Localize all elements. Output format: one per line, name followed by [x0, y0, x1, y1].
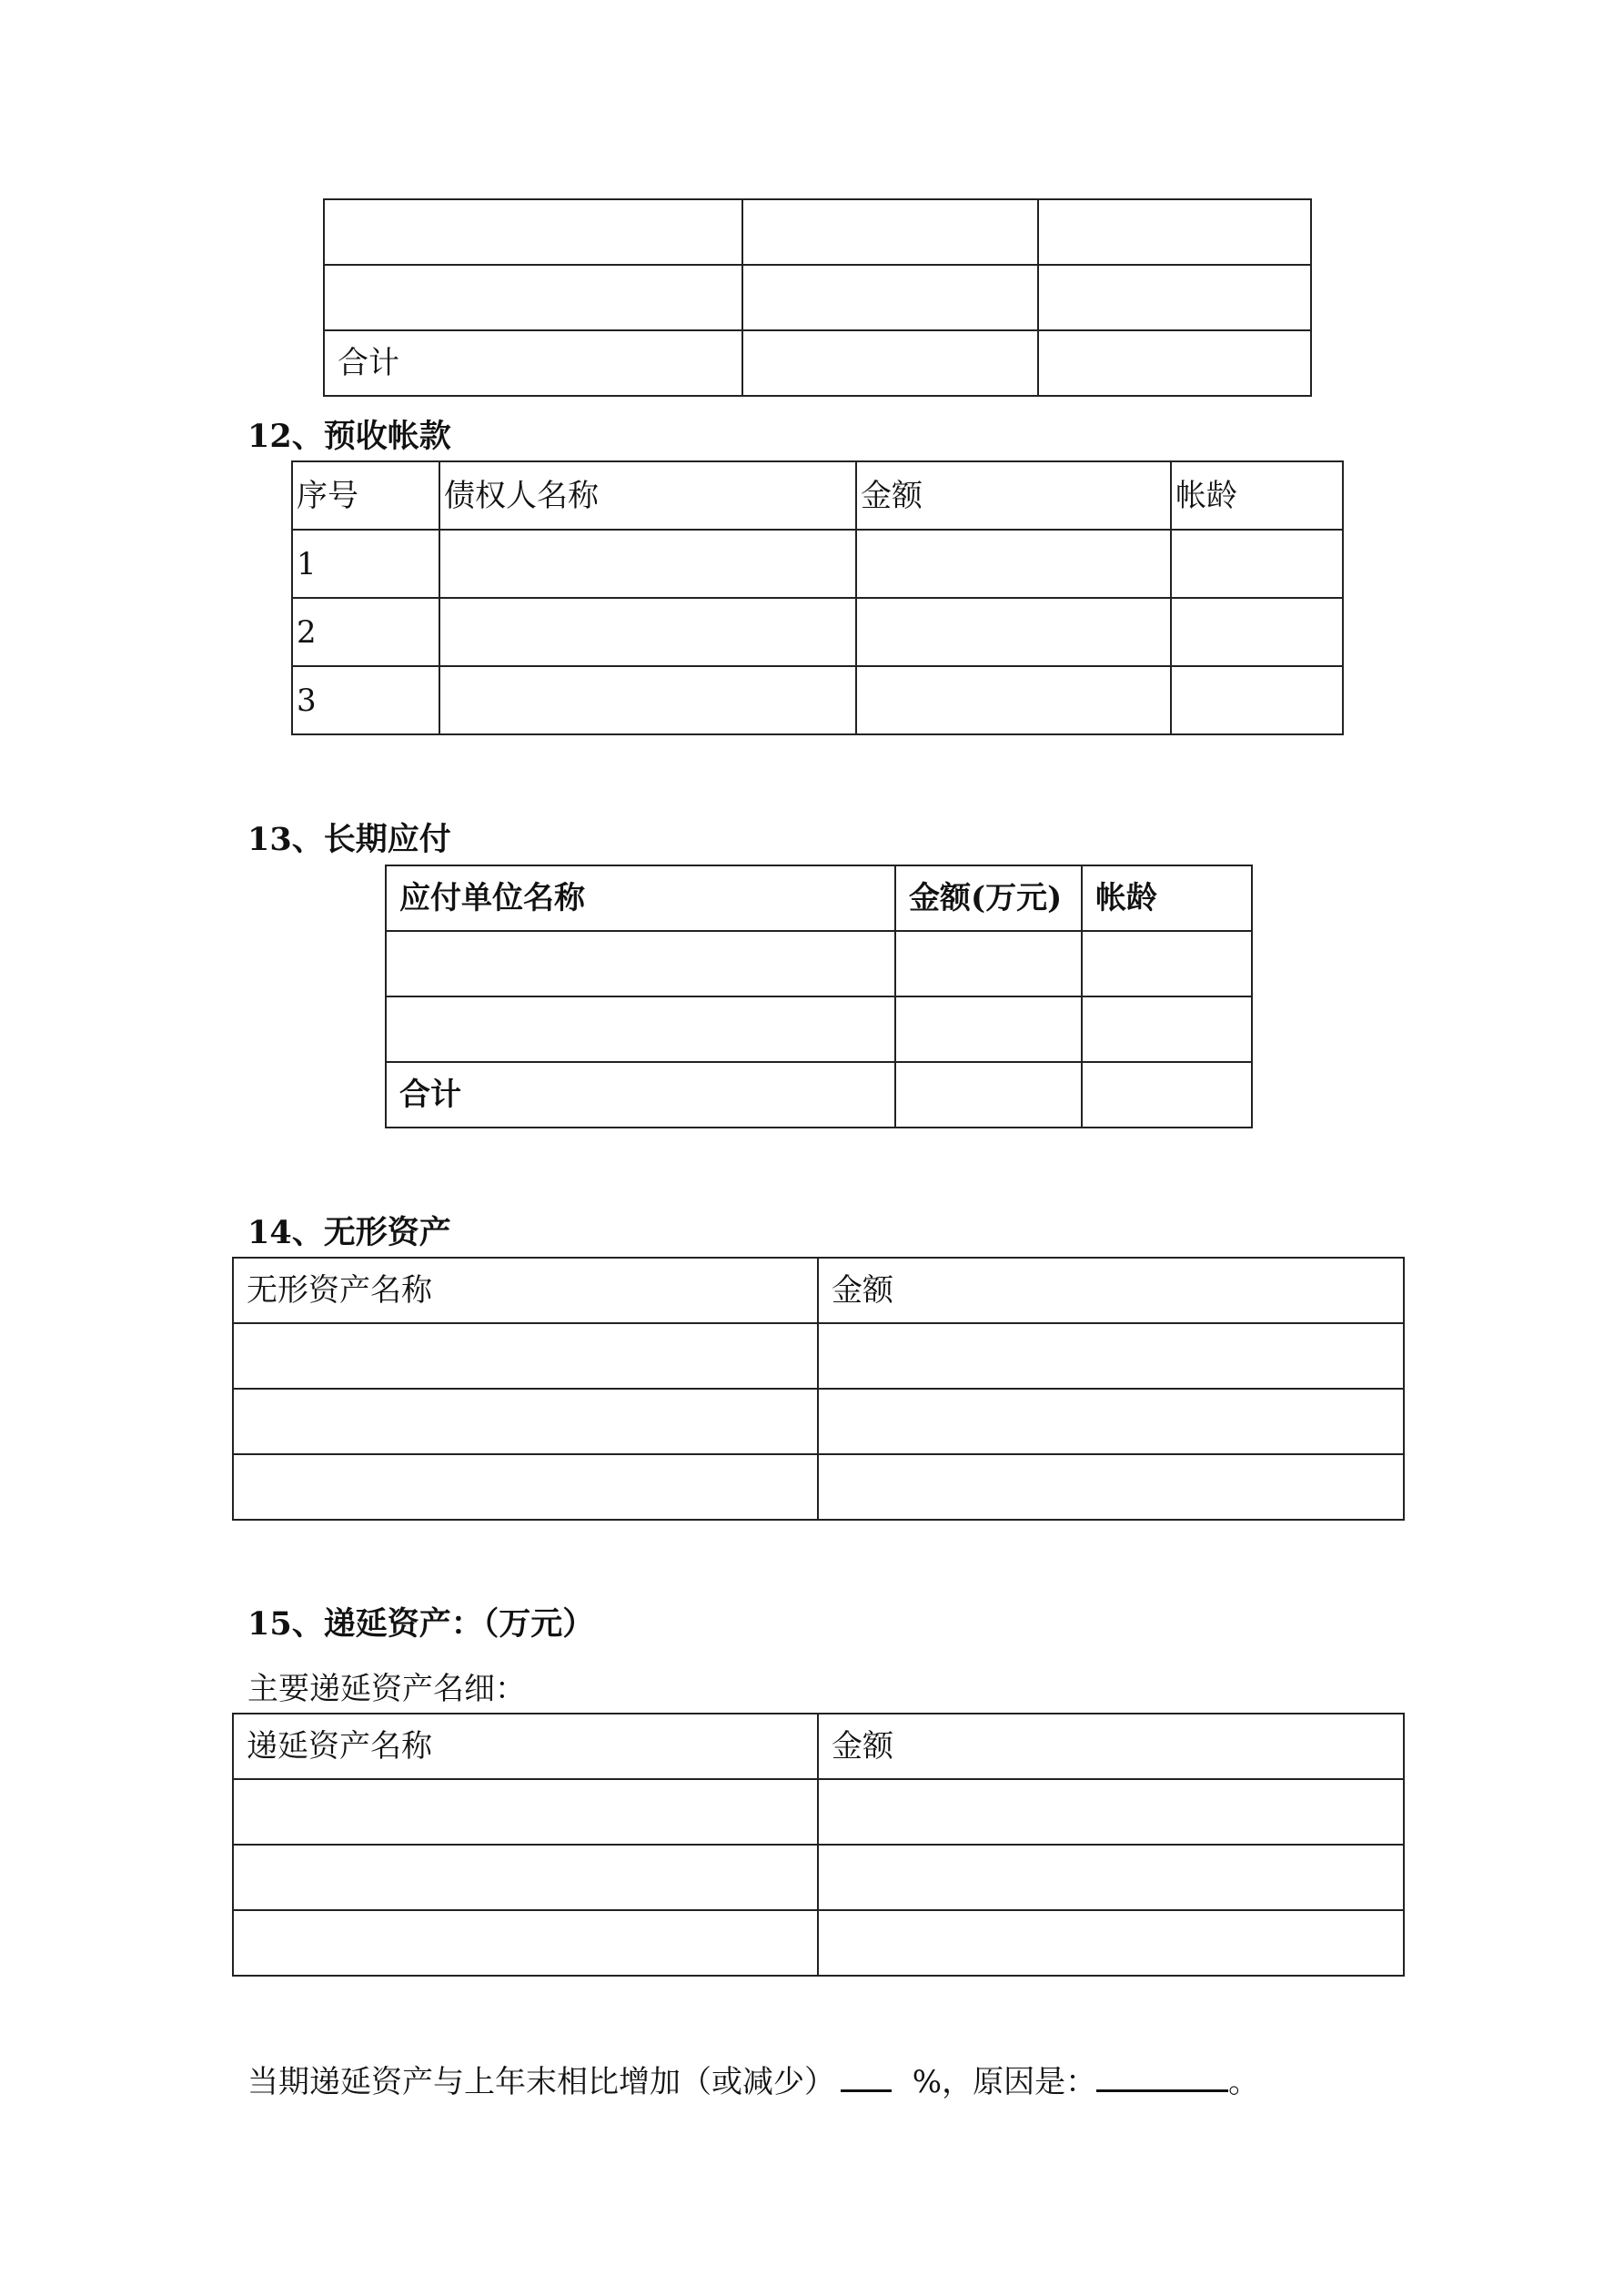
- column-header: 债权人名称: [439, 461, 856, 530]
- table-cell: [856, 666, 1171, 734]
- statement-text: 当期递延资产与上年末相比增加（或减少）: [247, 2064, 835, 2100]
- table-header-row: [233, 1258, 1404, 1323]
- table-cell: [818, 1845, 1404, 1910]
- table-cell: [856, 598, 1171, 666]
- column-header: 金额: [856, 461, 1171, 530]
- table-cell: [1038, 265, 1311, 330]
- table-cell: [439, 666, 856, 734]
- table-cell: [233, 1454, 818, 1520]
- table-header-row: [292, 461, 1343, 530]
- table-cell: [895, 1062, 1082, 1128]
- column-header: 帐龄: [1082, 865, 1252, 931]
- table-cell: [818, 1323, 1404, 1389]
- table-cell: [818, 1389, 1404, 1454]
- table-cell: [439, 530, 856, 598]
- table-row: [233, 1454, 1404, 1520]
- table-row: [324, 265, 1311, 330]
- deferred-assets-table: [232, 1713, 1405, 1977]
- row-number: 3: [292, 666, 439, 734]
- table-cell: [1082, 1062, 1252, 1128]
- percent-blank[interactable]: [841, 2062, 892, 2092]
- table-cell: [233, 1389, 818, 1454]
- table-cell: [895, 931, 1082, 996]
- statement-end: 。: [1228, 2064, 1260, 2100]
- column-header: 金额(万元): [895, 865, 1082, 931]
- table-row: [292, 666, 1343, 734]
- table-cell: [742, 199, 1038, 265]
- total-label: 合计: [324, 330, 742, 396]
- column-header: 无形资产名称: [233, 1258, 818, 1323]
- table-row: [233, 1845, 1404, 1910]
- table-cell: [439, 598, 856, 666]
- table-cell: [233, 1845, 818, 1910]
- row-number: 2: [292, 598, 439, 666]
- long-term-payables-table: [385, 865, 1253, 1128]
- table-cell: [818, 1454, 1404, 1520]
- section-12-title: 12、预收帐款: [247, 418, 451, 455]
- table-cell: [742, 265, 1038, 330]
- table-row: [324, 199, 1311, 265]
- table-cell: [1038, 199, 1311, 265]
- column-header: 序号: [292, 461, 439, 530]
- table-cell: [386, 931, 895, 996]
- table-cell: [1082, 931, 1252, 996]
- section-15-subtitle: 主要递延资产名细：: [247, 1671, 526, 1707]
- table-row-total: [324, 330, 1311, 396]
- table-row: [233, 1910, 1404, 1976]
- table-cell: [856, 530, 1171, 598]
- table-cell: [386, 996, 895, 1062]
- section-14-title: 14、无形资产: [247, 1214, 451, 1251]
- table-cell: [895, 996, 1082, 1062]
- table-cell: [1082, 996, 1252, 1062]
- table-cell: [324, 265, 742, 330]
- table-row: [386, 996, 1252, 1062]
- table-row: [386, 931, 1252, 996]
- column-header: 应付单位名称: [386, 865, 895, 931]
- table-cell: [818, 1910, 1404, 1976]
- statement-text: %，原因是：: [903, 2064, 1097, 2100]
- row-number: 1: [292, 530, 439, 598]
- table-row-total: [386, 1062, 1252, 1128]
- total-label: 合计: [386, 1062, 895, 1128]
- table-header-row: [386, 865, 1252, 931]
- table-row: [233, 1779, 1404, 1845]
- table-cell: [818, 1779, 1404, 1845]
- column-header: 递延资产名称: [233, 1714, 818, 1779]
- column-header: 帐龄: [1171, 461, 1343, 530]
- advance-receipts-table: [291, 460, 1344, 735]
- table-cell: [1171, 598, 1343, 666]
- table-cell: [742, 330, 1038, 396]
- table-cell: [1171, 530, 1343, 598]
- column-header: 金额: [818, 1714, 1404, 1779]
- table-cell: [233, 1323, 818, 1389]
- table-cell: [1171, 666, 1343, 734]
- table-row: [233, 1323, 1404, 1389]
- table-cell: [1038, 330, 1311, 396]
- section-13-title: 13、长期应付: [247, 821, 451, 858]
- intangible-assets-table: [232, 1257, 1405, 1521]
- table-row: [292, 530, 1343, 598]
- continuation-table: [323, 198, 1312, 397]
- deferred-change-statement: [247, 2057, 1259, 2101]
- reason-blank[interactable]: [1096, 2062, 1228, 2092]
- table-cell: [233, 1910, 818, 1976]
- column-header: 金额: [818, 1258, 1404, 1323]
- table-row: [292, 598, 1343, 666]
- table-header-row: [233, 1714, 1404, 1779]
- section-15-title: 15、递延资产：（万元）: [247, 1605, 595, 1643]
- table-cell: [233, 1779, 818, 1845]
- table-row: [233, 1389, 1404, 1454]
- table-cell: [324, 199, 742, 265]
